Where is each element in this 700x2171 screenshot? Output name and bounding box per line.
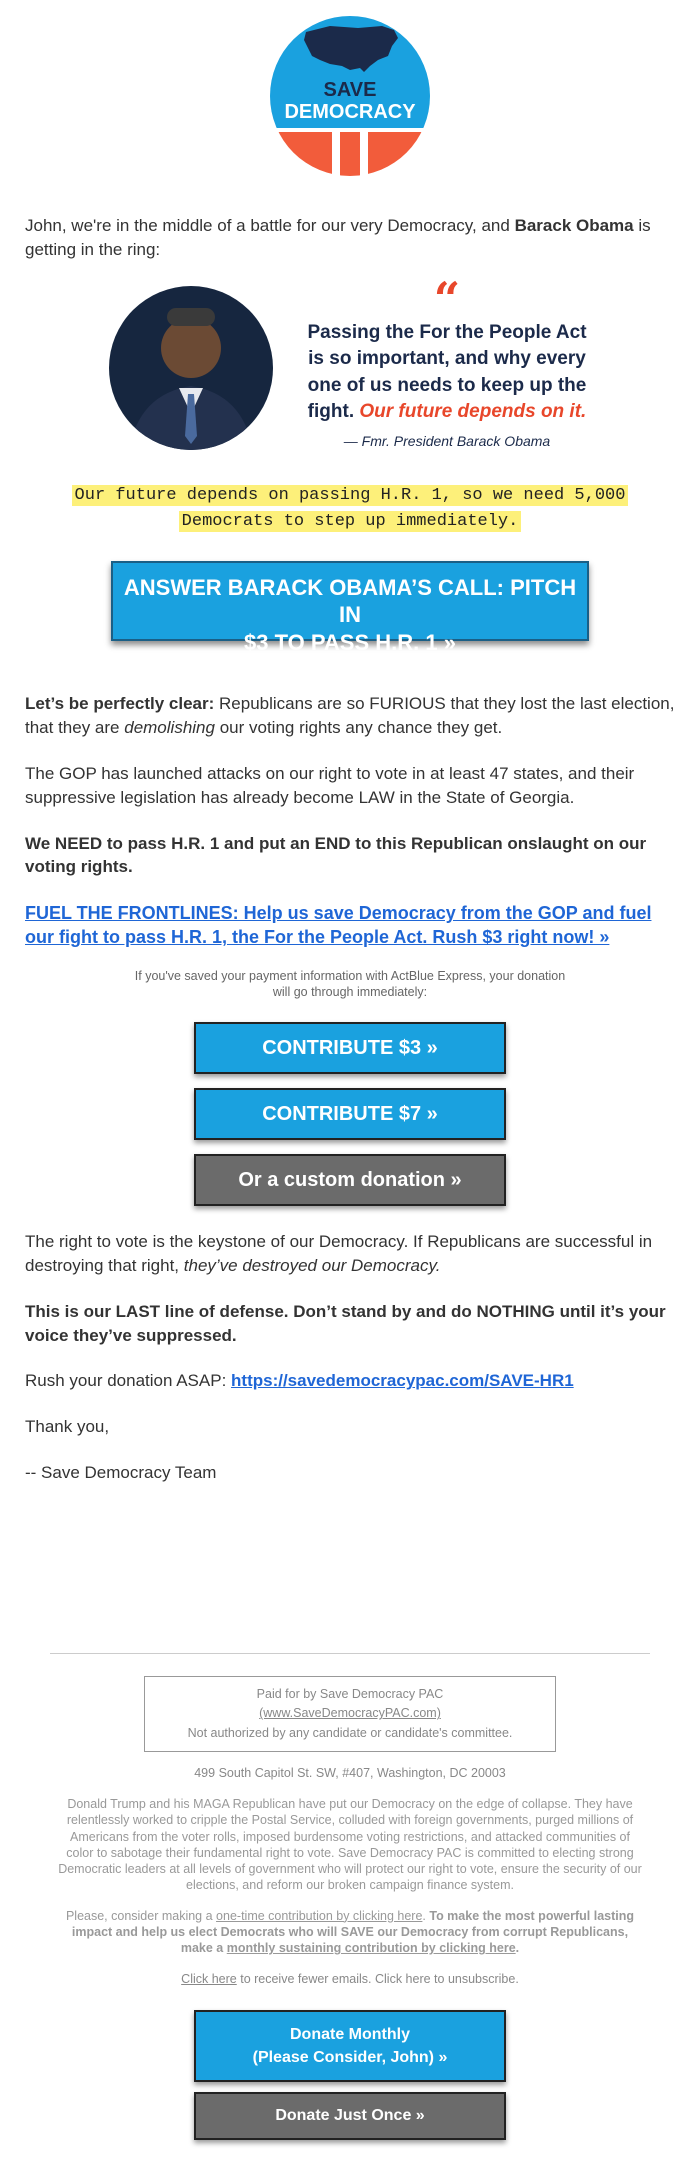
one-time-contribution-link[interactable]: one-time contribution by clicking here: [216, 1908, 423, 1923]
para4-text: The right to vote is the keystone of our Democracy. If Republicans are successful in destroying that right,: [25, 1232, 653, 1276]
rush-label: Rush your donation ASAP:: [25, 1371, 232, 1391]
intro-paragraph: [25, 214, 675, 262]
email-body: [0, 214, 700, 1485]
footer-disclaimer: Donald Trump and his MAGA Republican have put our Democracy on the edge of collapse. They have relentlessly worked to cripple the Postal Service, colluded with foreign governments, purged millions of Americans from the voter rolls, imposed burdensome voting restrictions, and attacked communities of color to sabotage their fundamental right to vote. Save Democracy PAC is committed to electing strong Democratic leaders at all levels of government who will protect our right to vote, ensure the security of our elections, and reform our broken campaign finance system.: [58, 1797, 642, 1893]
monthly-contribution-link[interactable]: monthly sustaining contribution by clicking here: [226, 1941, 516, 1956]
consider-end: .: [515, 1941, 520, 1956]
paragraph-need-hr1: We NEED to pass H.R. 1 and put an END to this Republican onslaught on our voting rights.: [25, 833, 647, 877]
pac-website-link[interactable]: (www.SaveDemocracyPAC.com): [259, 1706, 441, 1721]
save-hr1-link[interactable]: https://savedemocracypac.com/SAVE-HR1: [231, 1371, 574, 1391]
obama-quote: [109, 271, 675, 452]
paid-for-box: [144, 1676, 556, 1752]
big-button-line2: $3 TO PASS H.R. 1 »: [244, 629, 456, 655]
quote-mark-icon: “: [433, 271, 461, 326]
quote-attribution: — Fmr. President Barack Obama: [343, 432, 551, 449]
consider-contribution: [55, 1908, 645, 1957]
contribute-3-button[interactable]: CONTRIBUTE $3 »: [194, 1022, 506, 1074]
big-button-line1: ANSWER BARACK OBAMA’S CALL: PITCH IN: [123, 574, 577, 628]
paragraph-clear: [25, 692, 675, 740]
answer-obama-call-button[interactable]: [111, 561, 589, 655]
actblue-express-note: [25, 968, 675, 1001]
custom-donation-button[interactable]: Or a custom donation »: [194, 1154, 506, 1206]
para4-italic: they’ve destroyed our Democracy.: [183, 1256, 441, 1276]
logo-line2: DEMOCRACY: [284, 101, 416, 123]
highlight-line2: Democrats to step up immediately.: [179, 511, 522, 532]
contribute-7-button[interactable]: CONTRIBUTE $7 »: [194, 1088, 506, 1140]
donate-once-button[interactable]: Donate Just Once »: [194, 2092, 506, 2140]
footer-divider: [50, 1653, 650, 1654]
unsubscribe-line: [0, 1972, 700, 1986]
quote-text-block: [297, 271, 597, 452]
obama-photo: [109, 286, 273, 450]
intro-bold: Barack Obama: [514, 216, 634, 235]
highlight-line1: Our future depends on passing H.R. 1, so we need 5,000: [72, 485, 629, 506]
para1-bold: Let’s be perfectly clear:: [25, 694, 215, 714]
donate-monthly-button[interactable]: [194, 2010, 506, 2082]
consider-text: Please, consider making a: [65, 1908, 217, 1923]
intro-text-end: is getting in the ring:: [25, 216, 651, 259]
donate-monthly-line2: (Please Consider, John) »: [252, 2048, 448, 2066]
unsubscribe-text[interactable]: to receive fewer emails. Click here to unsubscribe.: [236, 1972, 519, 1987]
para1-text: Republicans are so FURIOUS that they lost the last election, that they are: [25, 694, 675, 738]
logo: [0, 0, 700, 180]
signoff-line: -- Save Democracy Team: [25, 1463, 217, 1483]
para1-text-end: our voting rights any chance they get.: [214, 718, 503, 738]
quote-emphasis: Our future depends on it.: [359, 401, 587, 423]
not-authorized-line: Not authorized by any candidate or candidate's committee.: [187, 1725, 513, 1740]
intro-text: John, we're in the middle of a battle for our very Democracy, and: [25, 216, 515, 235]
mailing-address: 499 South Capitol St. SW, #407, Washington, DC 20003: [194, 1766, 506, 1781]
portrait-image: [109, 286, 273, 450]
donate-monthly-line1: Donate Monthly: [290, 2026, 410, 2044]
highlight-callout: [25, 482, 675, 535]
fewer-emails-link[interactable]: Click here: [181, 1972, 237, 1987]
thanks-line: Thank you,: [25, 1417, 110, 1437]
consider-sep: .: [422, 1908, 430, 1923]
paragraph-keystone: [25, 1230, 675, 1278]
footer: [0, 1653, 700, 2140]
quote-text: Passing the For the People Act is so important, and why every one of us needs to keep up the fight.: [307, 321, 587, 423]
paragraph-gop-attacks: The GOP has launched attacks on our right to vote in at least 47 states, and their suppressive legislation has already become LAW in the State of Georgia.: [25, 763, 635, 807]
actblue-note-line1: If you've saved your payment information with ActBlue Express, your donation: [134, 968, 566, 983]
rush-donation-line: [25, 1369, 675, 1393]
logo-line1: SAVE: [323, 79, 377, 101]
consider-bold-text: To make the most powerful lasting impact and help us elect Democrats who will SAVE our Democracy from corrupt Republicans, make a: [71, 1908, 635, 1956]
actblue-note-line2: will go through immediately:: [272, 984, 428, 999]
donation-buttons: [25, 1022, 675, 1206]
paid-for-line: Paid for by Save Democracy PAC: [256, 1687, 444, 1701]
fuel-frontlines-link[interactable]: FUEL THE FRONTLINES: Help us save Democracy from the GOP and fuel our fight to pass H.R. 1, the For the People Act. Rush $3 right now! »: [25, 903, 652, 948]
quote-body: [297, 320, 597, 426]
paragraph-last-line: This is our LAST line of defense. Don’t stand by and do NOTHING until it’s your voice they’ve suppressed.: [25, 1301, 666, 1345]
save-democracy-logo: [270, 16, 430, 176]
para1-italic: demolishing: [124, 718, 215, 738]
